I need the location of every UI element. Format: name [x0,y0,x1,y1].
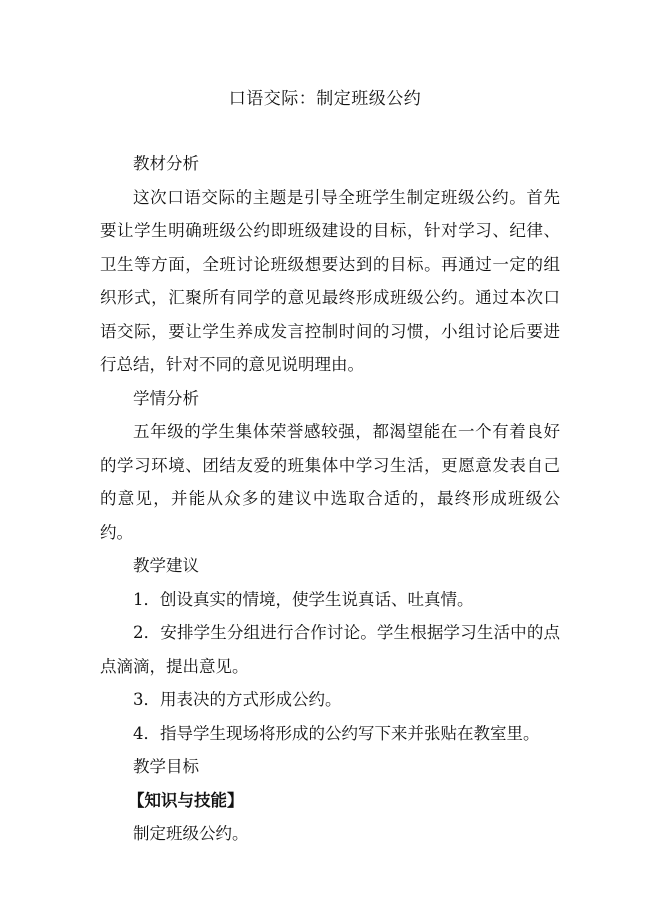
suggestion-item-4: 4．指导学生现场将形成的公约写下来并张贴在教室里。 [133,723,540,743]
suggestion-item-2: 2．安排学生分组进行合作讨论。学生根据学习生活中的点点滴滴，提出意见。 [100,623,560,676]
paragraph-student-analysis: 五年级的学生集体荣誉感较强，都渴望能在一个有着良好的学习环境、团结友爱的班集体中学习生活，更愿意发表自己的意见，并能从众多的建议中选取合适的，最终形成班级公约。 [100,422,560,542]
paragraph-material-analysis: 这次口语交际的主题是引导全班学生制定班级公约。首先要让学生明确班级公约即班级建设的目标，针对学习、纪律、卫生等方面，全班讨论班级想要达到的目标。再通过一定的组织形式，汇聚所有同学的意见最终形成班级公约。通过本次口语交际，要让学生养成发言控制时间的习惯，小组讨论后要进行总结，针对不同的意见说明理由。 [100,187,560,374]
section-heading-teaching-goals: 教学目标 [133,757,199,776]
section-heading-student-analysis: 学情分析 [133,388,199,408]
suggestion-item-3: 3．用表决的方式形成公约。 [133,690,342,709]
subheading-knowledge-skills: 【知识与技能】 [128,790,244,810]
suggestion-item-1: 1．创设真实的情境，使学生说真话、吐真情。 [133,589,474,609]
document-title: 口语交际：制定班级公约 [228,89,422,109]
section-heading-teaching-suggestions: 教学建议 [133,556,199,575]
paragraph-teaching-goals: 制定班级公约。 [133,824,249,843]
document-body [100,147,560,851]
section-heading-material-analysis: 教材分析 [133,154,199,173]
